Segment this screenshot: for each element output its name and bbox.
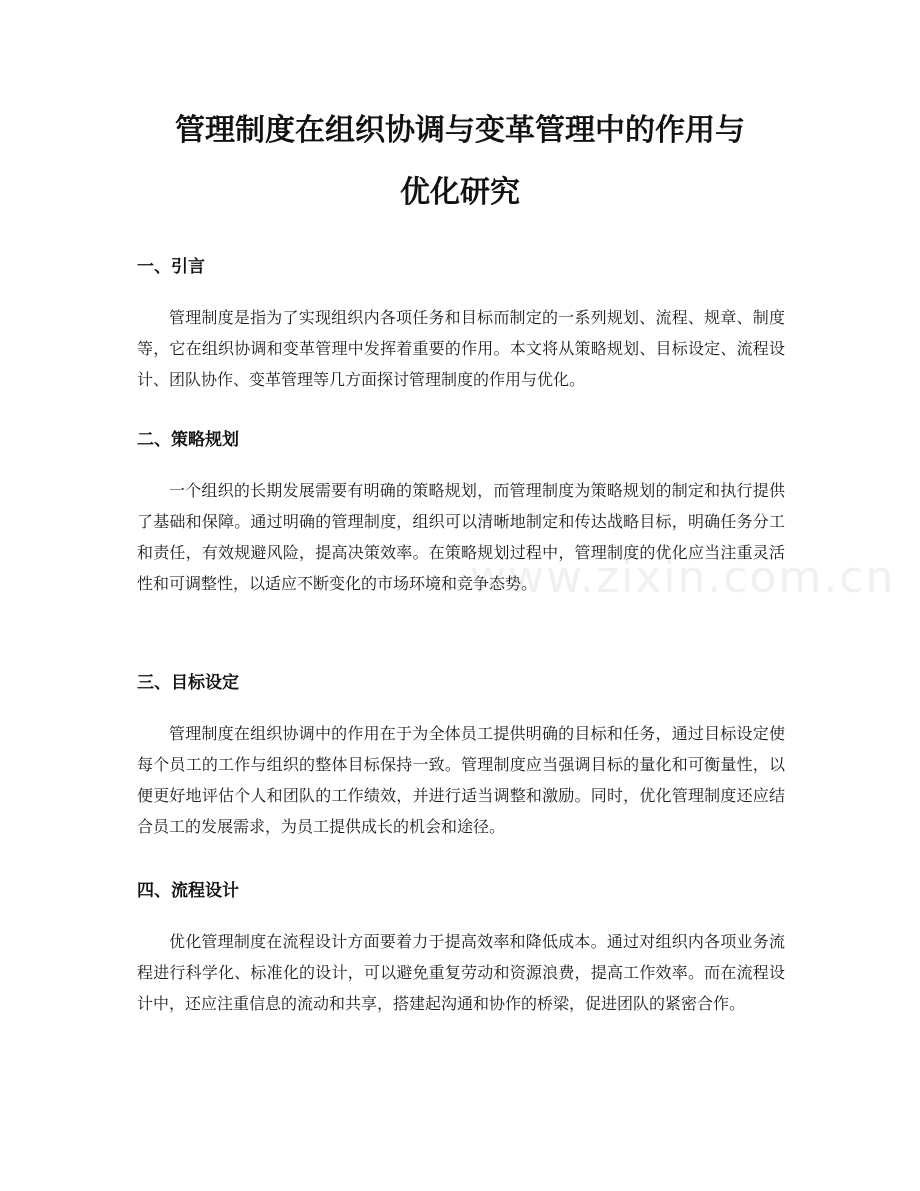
- watermark-text: www.zixin.com.cn: [470, 552, 896, 603]
- title-line-2: 优化研究: [400, 175, 520, 210]
- section-paragraph-intro: 管理制度是指为了实现组织内各项任务和目标而制定的一系列规划、流程、规章、制度等，它在组织协调和变革管理中发挥着重要的作用。本文将从策略规划、目标设定、流程设计、团队协作、变革管理等几方面探讨管理制度的作用与优化。: [137, 308, 785, 389]
- section-paragraph-strategy: 一个组织的长期发展需要有明确的策略规划，而管理制度为策略规划的制定和执行提供了基础和保障。通过明确的管理制度，组织可以清晰地制定和传达战略目标，明确任务分工和责任，有效规避风险，提高决策效率。在策略规划过程中，管理制度的优化应当注重灵活性和可调整性，以适应不断变化的市场环境和竞争态势。: [137, 481, 785, 593]
- section-heading-intro: 一、引言: [137, 257, 205, 277]
- section-paragraph-process: 优化管理制度在流程设计方面要着力于提高效率和降低成本。通过对组织内各项业务流程进行科学化、标准化的设计，可以避免重复劳动和资源浪费，提高工作效率。而在流程设计中，还应注重信息的流动和共享，搭建起沟通和协作的桥梁，促进团队的紧密合作。: [137, 932, 785, 1013]
- section-heading-goals: 三、目标设定: [137, 673, 239, 693]
- section-heading-process: 四、流程设计: [137, 881, 239, 901]
- document-title: [120, 100, 800, 224]
- section-heading-strategy: 二、策略规划: [137, 430, 239, 450]
- title-line-1: 管理制度在组织协调与变革管理中的作用与: [175, 113, 745, 148]
- section-paragraph-goals: 管理制度在组织协调中的作用在于为全体员工提供明确的目标和任务，通过目标设定使每个员工的工作与组织的整体目标保持一致。管理制度应当强调目标的量化和可衡量性，以便更好地评估个人和团队的工作绩效，并进行适当调整和激励。同时，优化管理制度还应结合员工的发展需求，为员工提供成长的机会和途径。: [137, 724, 785, 836]
